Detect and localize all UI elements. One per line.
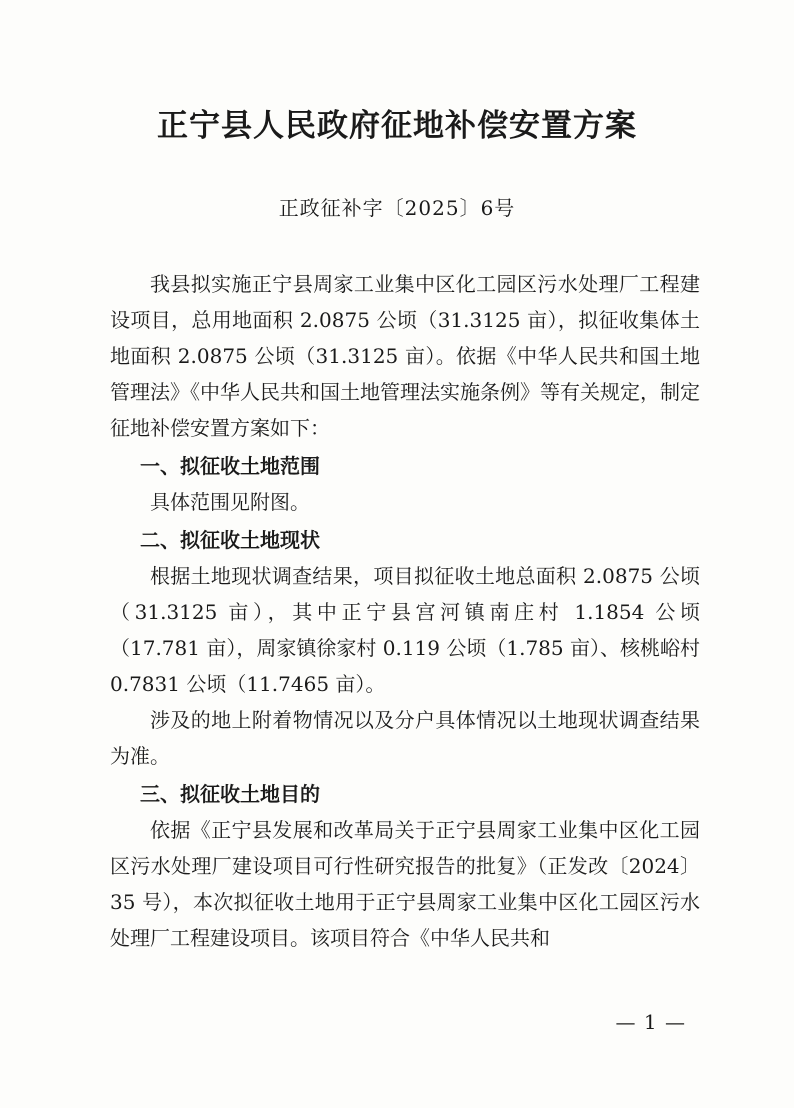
- document-number: 正政征补字〔2025〕6号: [278, 196, 516, 220]
- section-heading-status: 二、拟征收土地现状: [140, 528, 320, 552]
- section-text-status-1: 根据土地现状调查结果，项目拟征收土地总面积 2.0875 公顷（31.3125 亩），其中正宁县宫河镇南庄村 1.1854 公顷（17.781 亩），周家镇徐家村 0.119 公顷（1.785 亩）、核桃峪村 0.7831 公顷（11.7465 亩）。: [110, 564, 700, 696]
- section-heading-purpose: 三、拟征收土地目的: [140, 782, 320, 806]
- document-title: 正宁县人民政府征地补偿安置方案: [157, 108, 637, 144]
- document-body: [110, 266, 700, 956]
- intro-paragraph: 我县拟实施正宁县周家工业集中区化工园区污水处理厂工程建设项目，总用地面积 2.0875 公顷（31.3125 亩），拟征收集体土地面积 2.0875 公顷（31.3125 亩）。依据《中华人民共和国土地管理法》《中华人民共和国土地管理法实施条例》等有关规定，制定征地补偿安置方案如下：: [110, 272, 700, 440]
- section-text-purpose: 依据《正宁县发展和改革局关于正宁县周家工业集中区化工园区污水处理厂建设项目可行性研究报告的批复》（正发改〔2024〕35 号），本次拟征收土地用于正宁县周家工业集中区化工园区污水处理厂工程建设项目。该项目符合《中华人民共和: [110, 818, 700, 950]
- section-text-status-2: 涉及的地上附着物情况以及分户具体情况以土地现状调查结果为准。: [110, 708, 700, 768]
- page-number: — 1 —: [615, 1010, 686, 1034]
- section-heading-scope: 一、拟征收土地范围: [140, 454, 320, 478]
- section-text-scope: 具体范围见附图。: [150, 490, 310, 514]
